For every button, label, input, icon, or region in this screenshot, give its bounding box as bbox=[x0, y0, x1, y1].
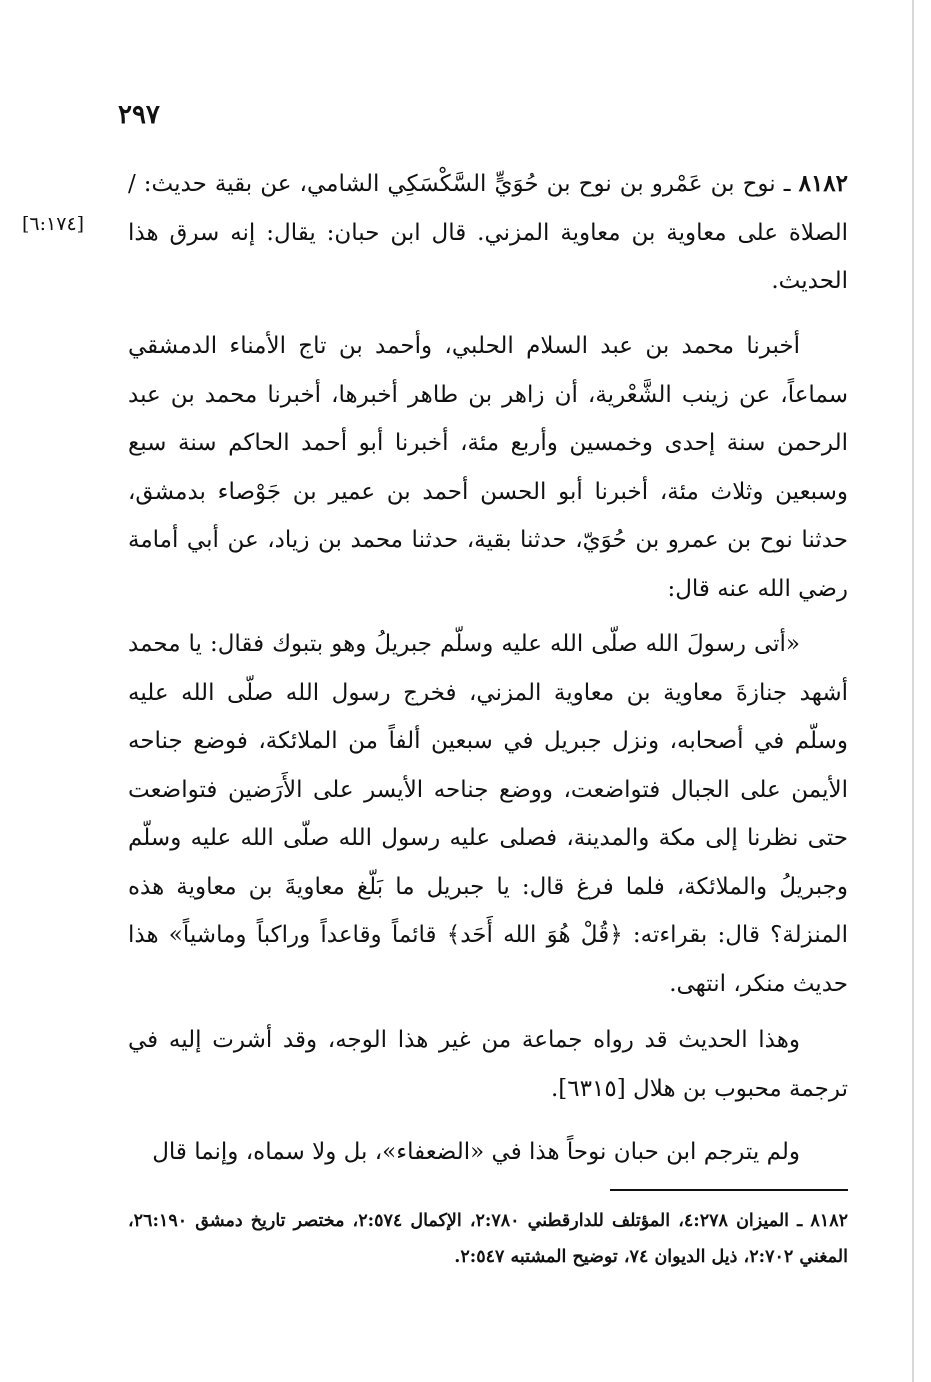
footnote-text: ٨١٨٢ ـ الميزان ٤:٢٧٨، المؤتلف للدارقطني ٢:٧٨٠، الإكمال ٢:٥٧٤، مختصر تاريخ دمشق ٢٦:١٩٠، المغني ٢:٧٠٢، ذيل الديوان ٧٤، توضيح المشتبه ٢:٥٤٧. bbox=[128, 1211, 848, 1267]
closing-paragraph bbox=[128, 1128, 848, 1177]
footnote-divider bbox=[610, 1189, 848, 1191]
entry-text: نوح بن عَمْرو بن نوح بن حُوَيٍّ السَّكْسَكِي الشامي، عن بقية حديث: / الصلاة على معاوية بن معاوية المزني. قال ابن حبان: يقال: إنه سرق هذا الحديث. bbox=[128, 171, 848, 294]
page-number: ٢٩٧ bbox=[118, 100, 160, 130]
paragraph-text: وهذا الحديث قد رواه جماعة من غير هذا الوجه، وقد أشرت إليه في ترجمة محبوب بن هلال [٦٣١٥]. bbox=[128, 1027, 848, 1102]
isnad-paragraph bbox=[128, 322, 848, 613]
entry-number: ٨١٨٢ bbox=[798, 170, 849, 197]
entry-dash: ـ bbox=[783, 171, 791, 197]
page-edge-line bbox=[912, 0, 914, 1382]
margin-reference: [٦:١٧٤] bbox=[22, 213, 85, 235]
paragraph-text: ولم يترجم ابن حبان نوحاً هذا في «الضعفاء»، بل ولا سماه، وإنما قال bbox=[152, 1139, 800, 1165]
hadith-paragraph bbox=[128, 620, 848, 1008]
footnote bbox=[128, 1203, 848, 1275]
paragraph-text: أخبرنا محمد بن عبد السلام الحلبي، وأحمد بن تاج الأمناء الدمشقي سماعاً، عن زينب الشَّعْرية، أن زاهر بن طاهر أخبرها، أخبرنا محمد بن عبد الرحمن سنة إحدى وخمسين وأربع مئة، أخبرنا أبو أحمد الحاكم سنة سبع وسبعين وثلاث مئة، أخبرنا أبو الحسن أحمد بن عمير بن جَوْصاء بدمشق، حدثنا نوح بن عمرو بن حُوَيّ، حدثنا بقية، حدثنا محمد بن زياد، عن أبي أمامة رضي الله عنه قال: bbox=[128, 333, 848, 602]
commentary-paragraph bbox=[128, 1016, 848, 1113]
paragraph-text: «أتى رسولَ الله صلّى الله عليه وسلّم جبريلُ وهو بتبوك فقال: يا محمد أشهد جنازةَ معاوية بن معاوية المزني، فخرج رسول الله صلّى الله عليه وسلّم في أصحابه، ونزل جبريل في سبعين ألفاً من الملائكة، فوضع جناحه الأيمن على الجبال فتواضعت، ووضع جناحه الأيسر على الأَرَضين فتواضعت حتى نظرنا إلى مكة والمدينة، فصلى عليه رسول الله صلّى الله عليه وسلّم وجبريلُ والملائكة، فلما فرغ قال: يا جبريل ما بَلّغ معاويةَ بن معاوية هذه المنزلة؟ قال: بقراءته: ﴿قُلْ هُوَ الله أَحَد﴾ قائماً وقاعداً وراكباً وماشياً» هذا حديث منكر، انتهى. bbox=[128, 631, 848, 997]
entry-paragraph bbox=[128, 160, 848, 306]
